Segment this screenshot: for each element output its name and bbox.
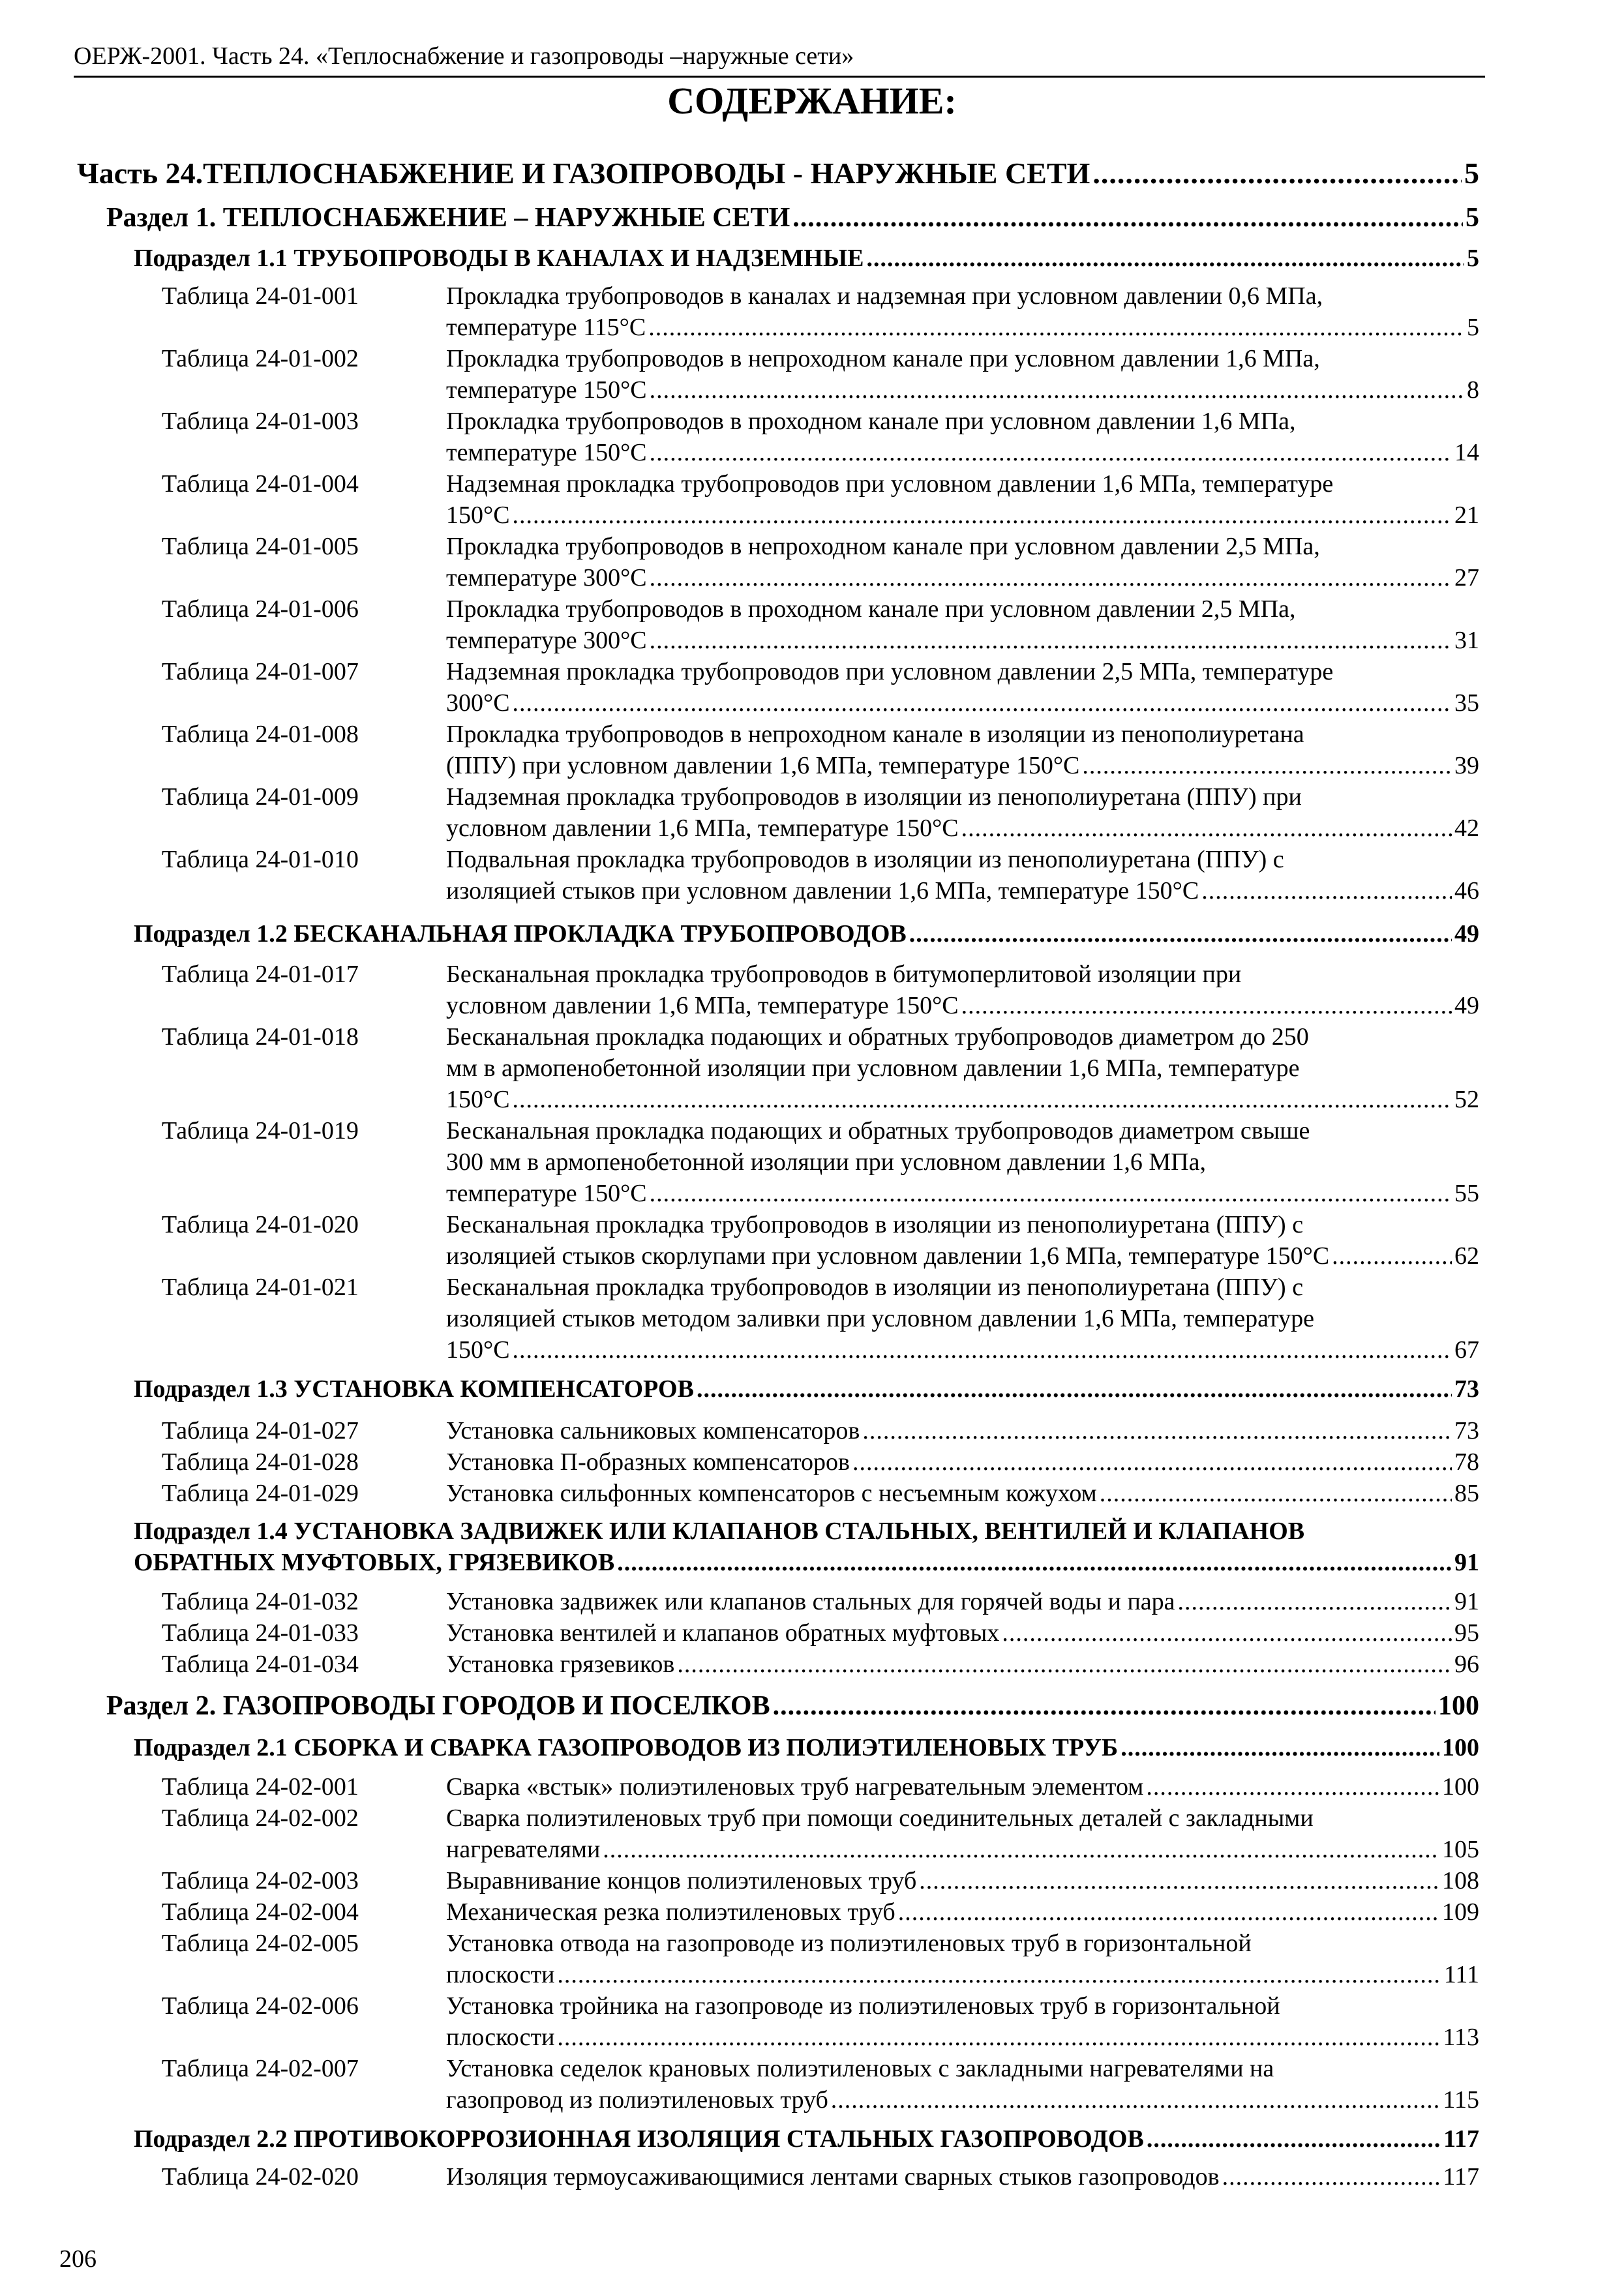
table-title-line: 300 мм в армопенобетонной изоляции при условном давлении 1,6 МПа, bbox=[446, 1148, 1206, 1176]
toc-leader bbox=[792, 201, 1463, 235]
toc-page: 117 bbox=[1443, 2125, 1479, 2153]
toc-page: 95 bbox=[1454, 1619, 1479, 1647]
toc-leader bbox=[650, 1178, 1452, 1209]
toc-leader bbox=[831, 2084, 1441, 2116]
table-title-line: температуре 300°С bbox=[446, 627, 647, 654]
table-code: Таблица 24-01-005 bbox=[162, 533, 359, 560]
table-code: Таблица 24-02-006 bbox=[162, 1992, 359, 2020]
table-title-line: Прокладка трубопроводов в непроходном канале при условном давлении 1,6 МПа, bbox=[446, 345, 1320, 372]
table-title-line: плоскости bbox=[446, 1961, 555, 1988]
toc-label: Подраздел 1.3 УСТАНОВКА КОМПЕНСАТОРОВ bbox=[134, 1375, 694, 1403]
toc-page: 21 bbox=[1454, 501, 1479, 529]
table-title-line: изоляцией стыков скорлупами при условном давлении 1,6 МПа, температуре 150°С bbox=[446, 1242, 1330, 1270]
table-code: Таблица 24-02-003 bbox=[162, 1867, 359, 1894]
table-title-line: 150°С bbox=[446, 501, 510, 529]
toc-page: 49 bbox=[1454, 992, 1479, 1019]
table-code: Таблица 24-01-020 bbox=[162, 1211, 359, 1238]
toc-leader bbox=[557, 1959, 1441, 1990]
toc-leader bbox=[1092, 155, 1462, 192]
toc-page: 5 bbox=[1464, 157, 1479, 190]
table-code: Таблица 24-02-007 bbox=[162, 2055, 359, 2082]
table-title-line: температуре 115°С bbox=[446, 314, 646, 341]
toc-leader bbox=[852, 1446, 1452, 1478]
toc-leader bbox=[919, 1865, 1439, 1896]
table-title-line: Сварка полиэтиленовых труб при помощи соединительных деталей с закладными bbox=[446, 1804, 1314, 1832]
toc-label: Подраздел 1.4 УСТАНОВКА ЗАДВИЖЕК ИЛИ КЛАПАНОВ СТАЛЬНЫХ, ВЕНТИЛЕЙ И КЛАПАНОВ bbox=[134, 1518, 1305, 1545]
toc-subsection-1-3[interactable] bbox=[134, 1373, 1479, 1405]
table-title-line: Прокладка трубопроводов в каналах и надземная при условном давлении 0,6 МПа, bbox=[446, 282, 1323, 310]
toc-page: 111 bbox=[1443, 1961, 1479, 1988]
toc-leader bbox=[697, 1373, 1452, 1405]
table-code: Таблица 24-02-020 bbox=[162, 2163, 359, 2191]
table-code: Таблица 24-02-004 bbox=[162, 1898, 359, 1926]
toc-leader bbox=[513, 1084, 1452, 1115]
table-title-line: плоскости bbox=[446, 2024, 555, 2051]
toc-page: 46 bbox=[1454, 877, 1479, 905]
toc-page: 62 bbox=[1454, 1242, 1479, 1270]
table-code: Таблица 24-01-027 bbox=[162, 1417, 359, 1444]
toc-page: 67 bbox=[1454, 1336, 1479, 1364]
table-code: Таблица 24-01-004 bbox=[162, 470, 359, 498]
table-title-line: Установка сальниковых компенсаторов bbox=[446, 1417, 860, 1444]
table-title-line: Прокладка трубопроводов в непроходном канале при условном давлении 2,5 МПа, bbox=[446, 533, 1320, 560]
toc-leader bbox=[1146, 1771, 1439, 1803]
toc-leader bbox=[773, 1689, 1436, 1723]
toc-leader bbox=[1332, 1240, 1452, 1272]
toc-leader bbox=[603, 1834, 1439, 1865]
table-title-line: Установка седелок крановых полиэтиленовых с закладными нагревателями на bbox=[446, 2055, 1274, 2082]
toc-page: 35 bbox=[1454, 689, 1479, 717]
table-title-line: Выравнивание концов полиэтиленовых труб bbox=[446, 1867, 917, 1894]
table-code: Таблица 24-01-017 bbox=[162, 961, 359, 988]
toc-leader bbox=[650, 625, 1452, 656]
table-title-line: 150°С bbox=[446, 1336, 510, 1364]
table-code: Таблица 24-01-002 bbox=[162, 345, 359, 372]
table-code: Таблица 24-01-003 bbox=[162, 408, 359, 435]
table-title-line: Надземная прокладка трубопроводов в изоляции из пенополиуретана (ППУ) при bbox=[446, 783, 1302, 811]
toc-page: 27 bbox=[1454, 564, 1479, 591]
toc-part-24[interactable] bbox=[77, 155, 1479, 192]
table-title-line: условном давлении 1,6 МПа, температуре 150°С bbox=[446, 815, 959, 842]
table-title-line: Бесканальная прокладка трубопроводов в битумоперлитовой изоляции при bbox=[446, 961, 1242, 988]
toc-page: 14 bbox=[1454, 439, 1479, 466]
toc-label: ОБРАТНЫХ МУФТОВЫХ, ГРЯЗЕВИКОВ bbox=[134, 1549, 615, 1576]
toc-page: 78 bbox=[1454, 1448, 1479, 1476]
table-title-line: Прокладка трубопроводов в проходном канале при условном давлении 2,5 МПа, bbox=[446, 595, 1296, 623]
table-title-line: нагревателями bbox=[446, 1836, 601, 1863]
toc-table-entry[interactable] bbox=[162, 1617, 1479, 1649]
toc-label: Часть 24.ТЕПЛОСНАБЖЕНИЕ И ГАЗОПРОВОДЫ - НАРУЖНЫЕ СЕТИ bbox=[77, 157, 1090, 190]
toc-page: 100 bbox=[1438, 1691, 1479, 1721]
table-title-line: (ППУ) при условном давлении 1,6 МПа, температуре 150°С bbox=[446, 752, 1080, 779]
table-title-line: Установка сильфонных компенсаторов с несъемным кожухом bbox=[446, 1480, 1097, 1507]
toc-page: 108 bbox=[1442, 1867, 1479, 1894]
toc-table-entry[interactable] bbox=[162, 1771, 1479, 1803]
toc-leader bbox=[961, 990, 1452, 1021]
toc-section-1[interactable] bbox=[106, 201, 1479, 235]
table-title-line: Установка отвода на газопроводе из полиэтиленовых труб в горизонтальной bbox=[446, 1930, 1252, 1957]
table-title-line: Бесканальная прокладка подающих и обратных трубопроводов диаметром до 250 bbox=[446, 1023, 1309, 1051]
toc-leader bbox=[1100, 1478, 1452, 1509]
table-title-line: Установка П-образных компенсаторов bbox=[446, 1448, 850, 1476]
table-title-line: Сварка «встык» полиэтиленовых труб нагревательным элементом bbox=[446, 1773, 1144, 1801]
table-title-line: Установка грязевиков bbox=[446, 1651, 675, 1678]
toc-leader bbox=[513, 500, 1452, 531]
toc-table-entry[interactable] bbox=[162, 1415, 1479, 1446]
table-title-line: Надземная прокладка трубопроводов при условном давлении 1,6 МПа, температуре bbox=[446, 470, 1334, 498]
toc-leader bbox=[513, 687, 1452, 719]
toc-page: 42 bbox=[1454, 815, 1479, 842]
toc-page: 85 bbox=[1454, 1480, 1479, 1507]
table-title-line: изоляцией стыков при условном давлении 1,6 МПа, температуре 150°С bbox=[446, 877, 1199, 905]
toc-leader bbox=[650, 562, 1452, 593]
toc-page: 115 bbox=[1443, 2086, 1479, 2114]
toc-page: 105 bbox=[1442, 1836, 1479, 1863]
toc-leader bbox=[1147, 2123, 1441, 2155]
toc-subsection-1-2[interactable] bbox=[134, 918, 1479, 950]
table-title-line: температуре 150°С bbox=[446, 439, 647, 466]
table-code: Таблица 24-01-028 bbox=[162, 1448, 359, 1476]
toc-label: Подраздел 1.1 ТРУБОПРОВОДЫ В КАНАЛАХ И НАДЗЕМНЫЕ bbox=[134, 245, 864, 272]
table-code: Таблица 24-01-032 bbox=[162, 1588, 359, 1615]
toc-leader bbox=[909, 918, 1452, 950]
table-title-line: Механическая резка полиэтиленовых труб bbox=[446, 1898, 895, 1926]
toc-page: 39 bbox=[1454, 752, 1479, 779]
toc-label: Подраздел 2.1 СБОРКА И СВАРКА ГАЗОПРОВОДОВ ИЗ ПОЛИЭТИЛЕНОВЫХ ТРУБ bbox=[134, 1734, 1119, 1761]
toc-leader bbox=[650, 437, 1452, 468]
table-title-line: Прокладка трубопроводов в непроходном канале в изоляции из пенополиуретана bbox=[446, 721, 1304, 748]
table-code: Таблица 24-01-033 bbox=[162, 1619, 359, 1647]
toc-page: 73 bbox=[1454, 1417, 1479, 1444]
toc-section-2[interactable] bbox=[106, 1689, 1479, 1723]
toc-leader bbox=[1222, 2161, 1441, 2192]
table-title-line: температуре 300°С bbox=[446, 564, 647, 591]
table-title-line: Бесканальная прокладка трубопроводов в изоляции из пенополиуретана (ППУ) с bbox=[446, 1211, 1304, 1238]
table-code: Таблица 24-01-034 bbox=[162, 1651, 359, 1678]
toc-page: 52 bbox=[1454, 1086, 1479, 1113]
toc-leader bbox=[866, 243, 1464, 274]
toc-leader bbox=[961, 813, 1452, 844]
table-title-line: мм в армопенобетонной изоляции при условном давлении 1,6 МПа, температуре bbox=[446, 1055, 1300, 1082]
toc-page: 8 bbox=[1467, 376, 1479, 404]
table-title-line: Подвальная прокладка трубопроводов в изоляции из пенополиуретана (ППУ) с bbox=[446, 846, 1284, 873]
table-title-line: Установка вентилей и клапанов обратных муфтовых bbox=[446, 1619, 1000, 1647]
table-code: Таблица 24-01-008 bbox=[162, 721, 359, 748]
page-number: 206 bbox=[59, 2245, 97, 2273]
toc-label: Раздел 1. ТЕПЛОСНАБЖЕНИЕ – НАРУЖНЫЕ СЕТИ bbox=[106, 203, 790, 233]
table-code: Таблица 24-01-019 bbox=[162, 1117, 359, 1144]
toc-page: 49 bbox=[1454, 920, 1479, 948]
table-title-line: температуре 150°С bbox=[446, 376, 647, 404]
table-code: Таблица 24-01-021 bbox=[162, 1274, 359, 1301]
toc-page: 91 bbox=[1454, 1588, 1479, 1615]
toc-leader bbox=[557, 2022, 1440, 2053]
table-title-line: Установка задвижек или клапанов стальных для горячей воды и пара bbox=[446, 1588, 1175, 1615]
toc-table-entry[interactable] bbox=[162, 1586, 1479, 1617]
toc-subsection-2-2[interactable] bbox=[134, 2123, 1479, 2155]
table-title-line: Изоляция термоусаживающимися лентами сварных стыков газопроводов bbox=[446, 2163, 1220, 2191]
table-title-line: изоляцией стыков методом заливки при условном давлении 1,6 МПа, температуре bbox=[446, 1305, 1315, 1332]
toc-label: Подраздел 1.2 БЕСКАНАЛЬНАЯ ПРОКЛАДКА ТРУБОПРОВОДОВ bbox=[134, 920, 907, 948]
table-title-line: условном давлении 1,6 МПа, температуре 150°С bbox=[446, 992, 959, 1019]
toc-page: 5 bbox=[1467, 314, 1479, 341]
toc-leader bbox=[898, 1896, 1439, 1928]
toc-leader bbox=[1120, 1732, 1439, 1763]
toc-page: 117 bbox=[1443, 2163, 1479, 2191]
table-code: Таблица 24-02-002 bbox=[162, 1804, 359, 1832]
table-title-line: Установка тройника на газопроводе из полиэтиленовых труб в горизонтальной bbox=[446, 1992, 1280, 2020]
toc-subsection-2-1[interactable] bbox=[134, 1732, 1479, 1763]
table-code: Таблица 24-01-029 bbox=[162, 1480, 359, 1507]
toc-page: 5 bbox=[1466, 203, 1479, 233]
running-header: ОЕРЖ-2001. Часть 24. «Теплоснабжение и газопроводы –наружные сети» bbox=[74, 40, 1485, 78]
table-title-line: 300°С bbox=[446, 689, 510, 717]
toc-page: 96 bbox=[1454, 1651, 1479, 1678]
toc-leader bbox=[648, 312, 1464, 343]
table-code: Таблица 24-02-005 bbox=[162, 1930, 359, 1957]
toc-subsection-1-1[interactable] bbox=[134, 243, 1479, 274]
table-code: Таблица 24-01-009 bbox=[162, 783, 359, 811]
toc-leader bbox=[677, 1649, 1452, 1680]
toc-page: 5 bbox=[1467, 245, 1479, 272]
table-title-line: Надземная прокладка трубопроводов при условном давлении 2,5 МПа, температуре bbox=[446, 658, 1334, 685]
toc-page: 55 bbox=[1454, 1180, 1479, 1207]
toc-table-entry[interactable] bbox=[162, 2161, 1479, 2192]
table-code: Таблица 24-01-001 bbox=[162, 282, 359, 310]
toc-page: 91 bbox=[1454, 1549, 1479, 1576]
toc-table-entry[interactable] bbox=[162, 1896, 1479, 1928]
toc-page: 109 bbox=[1442, 1898, 1479, 1926]
toc-table-entry[interactable] bbox=[162, 1478, 1479, 1509]
table-code: Таблица 24-01-006 bbox=[162, 595, 359, 623]
toc-table-entry[interactable] bbox=[162, 1865, 1479, 1896]
toc-leader bbox=[862, 1415, 1452, 1446]
table-title-line: Бесканальная прокладка трубопроводов в изоляции из пенополиуретана (ППУ) с bbox=[446, 1274, 1304, 1301]
table-code: Таблица 24-01-010 bbox=[162, 846, 359, 873]
table-title-line: температуре 150°С bbox=[446, 1180, 647, 1207]
toc-leader bbox=[1201, 875, 1452, 906]
toc-table-entry[interactable] bbox=[162, 1649, 1479, 1680]
toc-leader bbox=[1082, 750, 1452, 781]
toc-page: 100 bbox=[1442, 1773, 1479, 1801]
toc-leader bbox=[617, 1547, 1452, 1578]
table-code: Таблица 24-01-018 bbox=[162, 1023, 359, 1051]
toc-page: 31 bbox=[1454, 627, 1479, 654]
toc-leader bbox=[1002, 1617, 1452, 1649]
toc-leader bbox=[650, 374, 1464, 406]
table-title-line: Бесканальная прокладка подающих и обратных трубопроводов диаметром свыше bbox=[446, 1117, 1310, 1144]
table-title-line: Прокладка трубопроводов в проходном канале при условном давлении 1,6 МПа, bbox=[446, 408, 1296, 435]
toc-leader bbox=[513, 1334, 1452, 1366]
table-code: Таблица 24-01-007 bbox=[162, 658, 359, 685]
table-title-line: газопровод из полиэтиленовых труб bbox=[446, 2086, 828, 2114]
table-title-line: 150°С bbox=[446, 1086, 510, 1113]
toc-label: Раздел 2. ГАЗОПРОВОДЫ ГОРОДОВ И ПОСЕЛКОВ bbox=[106, 1691, 770, 1721]
toc-page: 100 bbox=[1442, 1734, 1479, 1761]
toc-table-entry[interactable] bbox=[162, 1446, 1479, 1478]
page-title: СОДЕРЖАНИЕ: bbox=[667, 80, 957, 122]
toc-label: Подраздел 2.2 ПРОТИВОКОРРОЗИОННАЯ ИЗОЛЯЦИЯ СТАЛЬНЫХ ГАЗОПРОВОДОВ bbox=[134, 2125, 1144, 2153]
table-code: Таблица 24-02-001 bbox=[162, 1773, 359, 1801]
toc-leader bbox=[1178, 1586, 1452, 1617]
toc-page: 113 bbox=[1443, 2024, 1479, 2051]
toc-page: 73 bbox=[1454, 1375, 1479, 1403]
